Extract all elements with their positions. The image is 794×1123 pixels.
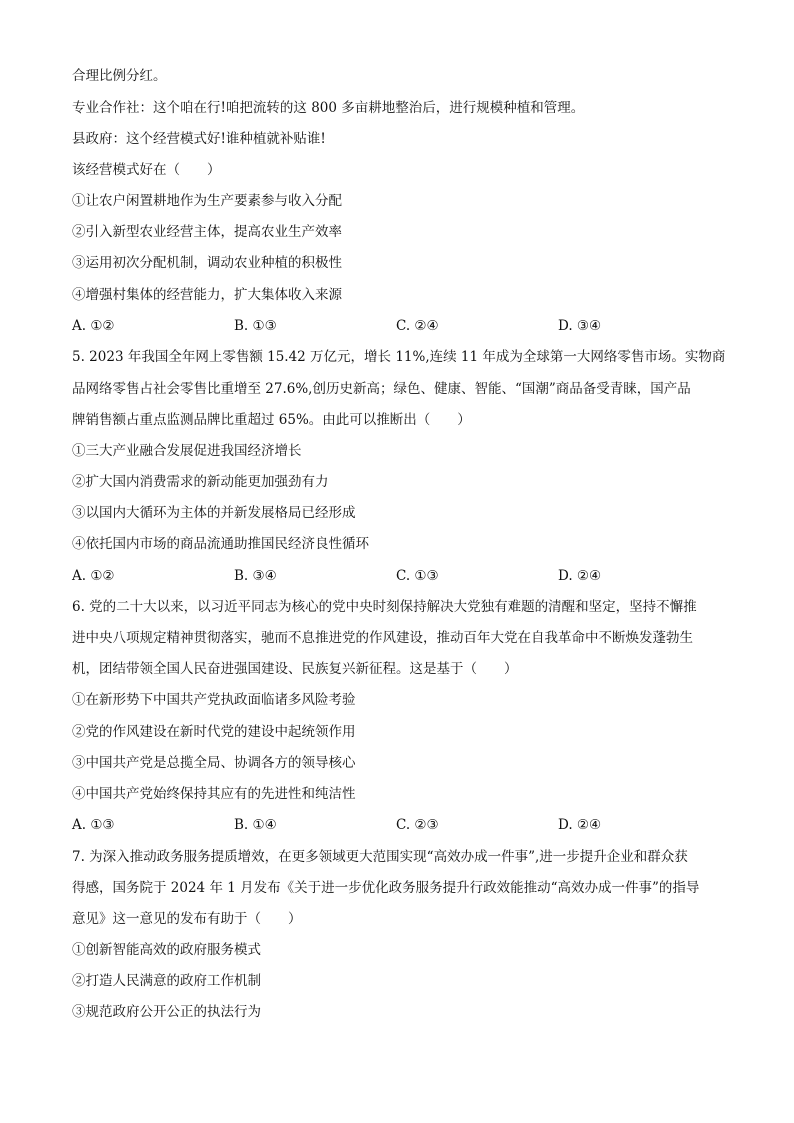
q6-statement: ②党的作风建设在新时代党的建设中起统领作用 bbox=[72, 724, 356, 740]
q4-option-c: C. ②④ bbox=[396, 318, 439, 334]
q5-statement: ②扩大国内消费需求的新动能更加强劲有力 bbox=[72, 474, 329, 490]
q4-option-b: B. ①③ bbox=[234, 318, 277, 334]
q6-stem: 6. 党的二十大以来，以习近平同志为核心的党中央时刻保持解决大党独有难题的清醒和坚定，坚持不懈推 bbox=[72, 599, 697, 615]
q6-statement: ④中国共产党始终保持其应有的先进性和纯洁性 bbox=[72, 786, 356, 802]
q6-option-d: D. ②④ bbox=[558, 817, 602, 833]
q5-stem: 5. 2023 年我国全年网上零售额 15.42 万亿元，增长 11%,连续 11 年成为全球第一大网络零售市场。实物商 bbox=[72, 349, 726, 365]
q4-option-d: D. ③④ bbox=[558, 318, 602, 334]
q6-option-c: C. ②③ bbox=[396, 817, 439, 833]
q5-options bbox=[72, 566, 732, 586]
intro-line: 县政府：这个经营模式好!谁种植就补贴谁! bbox=[72, 131, 326, 147]
q7-statement: ①创新智能高效的政府服务模式 bbox=[72, 942, 261, 958]
q6-statement: ①在新形势下中国共产党执政面临诸多风险考验 bbox=[72, 692, 356, 708]
q4-statement: ②引入新型农业经营主体，提高农业生产效率 bbox=[72, 224, 342, 240]
q6-stem: 进中央八项规定精神贯彻落实，驰而不息推进党的作风建设，推动百年大党在自我革命中不断焕发蓬勃生 bbox=[72, 630, 693, 646]
q5-statement: ①三大产业融合发展促进我国经济增长 bbox=[72, 443, 302, 459]
q7-statement: ②打造人民满意的政府工作机制 bbox=[72, 973, 261, 989]
q7-stem: 得感，国务院于 2024 年 1 月发布《关于进一步优化政务服务提升行政效能推动“高效办成一件事”的指导 bbox=[72, 880, 700, 896]
q6-statement: ③中国共产党是总揽全局、协调各方的领导核心 bbox=[72, 755, 356, 771]
q7-statement: ③规范政府公开公正的执法行为 bbox=[72, 1004, 261, 1020]
q6-options bbox=[72, 815, 732, 835]
q4-statement: ④增强村集体的经营能力，扩大集体收入来源 bbox=[72, 287, 342, 303]
q5-option-d: D. ②④ bbox=[558, 568, 602, 584]
intro-line: 合理比例分红。 bbox=[72, 68, 167, 84]
q6-option-b: B. ①④ bbox=[234, 817, 277, 833]
q5-stem: 牌销售额占重点监测品牌比重超过 65%。由此可以推断出（ ） bbox=[72, 412, 471, 428]
q4-statement: ③运用初次分配机制，调动农业种植的积极性 bbox=[72, 255, 342, 271]
q6-stem: 机，团结带领全国人民奋进强国建设、民族复兴新征程。这是基于（ ） bbox=[72, 661, 518, 677]
intro-line: 专业合作社：这个咱在行!咱把流转的这 800 多亩耕地整治后，进行规模种植和管理。 bbox=[72, 100, 585, 116]
q5-statement: ③以国内大循环为主体的并新发展格局已经形成 bbox=[72, 505, 356, 521]
q5-statement: ④依托国内市场的商品流通助推国民经济良性循环 bbox=[72, 536, 369, 552]
q4-statement: ①让农户闲置耕地作为生产要素参与收入分配 bbox=[72, 193, 342, 209]
q4-options bbox=[72, 316, 732, 336]
q5-option-c: C. ①③ bbox=[396, 568, 439, 584]
q6-option-a: A. ①③ bbox=[72, 817, 115, 833]
q5-option-a: A. ①② bbox=[72, 568, 115, 584]
q7-stem: 意见》这一意见的发布有助于（ ） bbox=[72, 911, 302, 927]
q5-stem: 品网络零售占社会零售比重增至 27.6%,创历史新高；绿色、健康、智能、“国潮”商品备受青睐，国产品 bbox=[72, 381, 691, 397]
question-4-prompt: 该经营模式好在（ ） bbox=[72, 162, 221, 178]
q4-option-a: A. ①② bbox=[72, 318, 115, 334]
q5-option-b: B. ③④ bbox=[234, 568, 277, 584]
q7-stem: 7. 为深入推动政务服务提质增效，在更多领域更大范围实现“高效办成一件事”,进一步提升企业和群众获 bbox=[72, 849, 688, 865]
